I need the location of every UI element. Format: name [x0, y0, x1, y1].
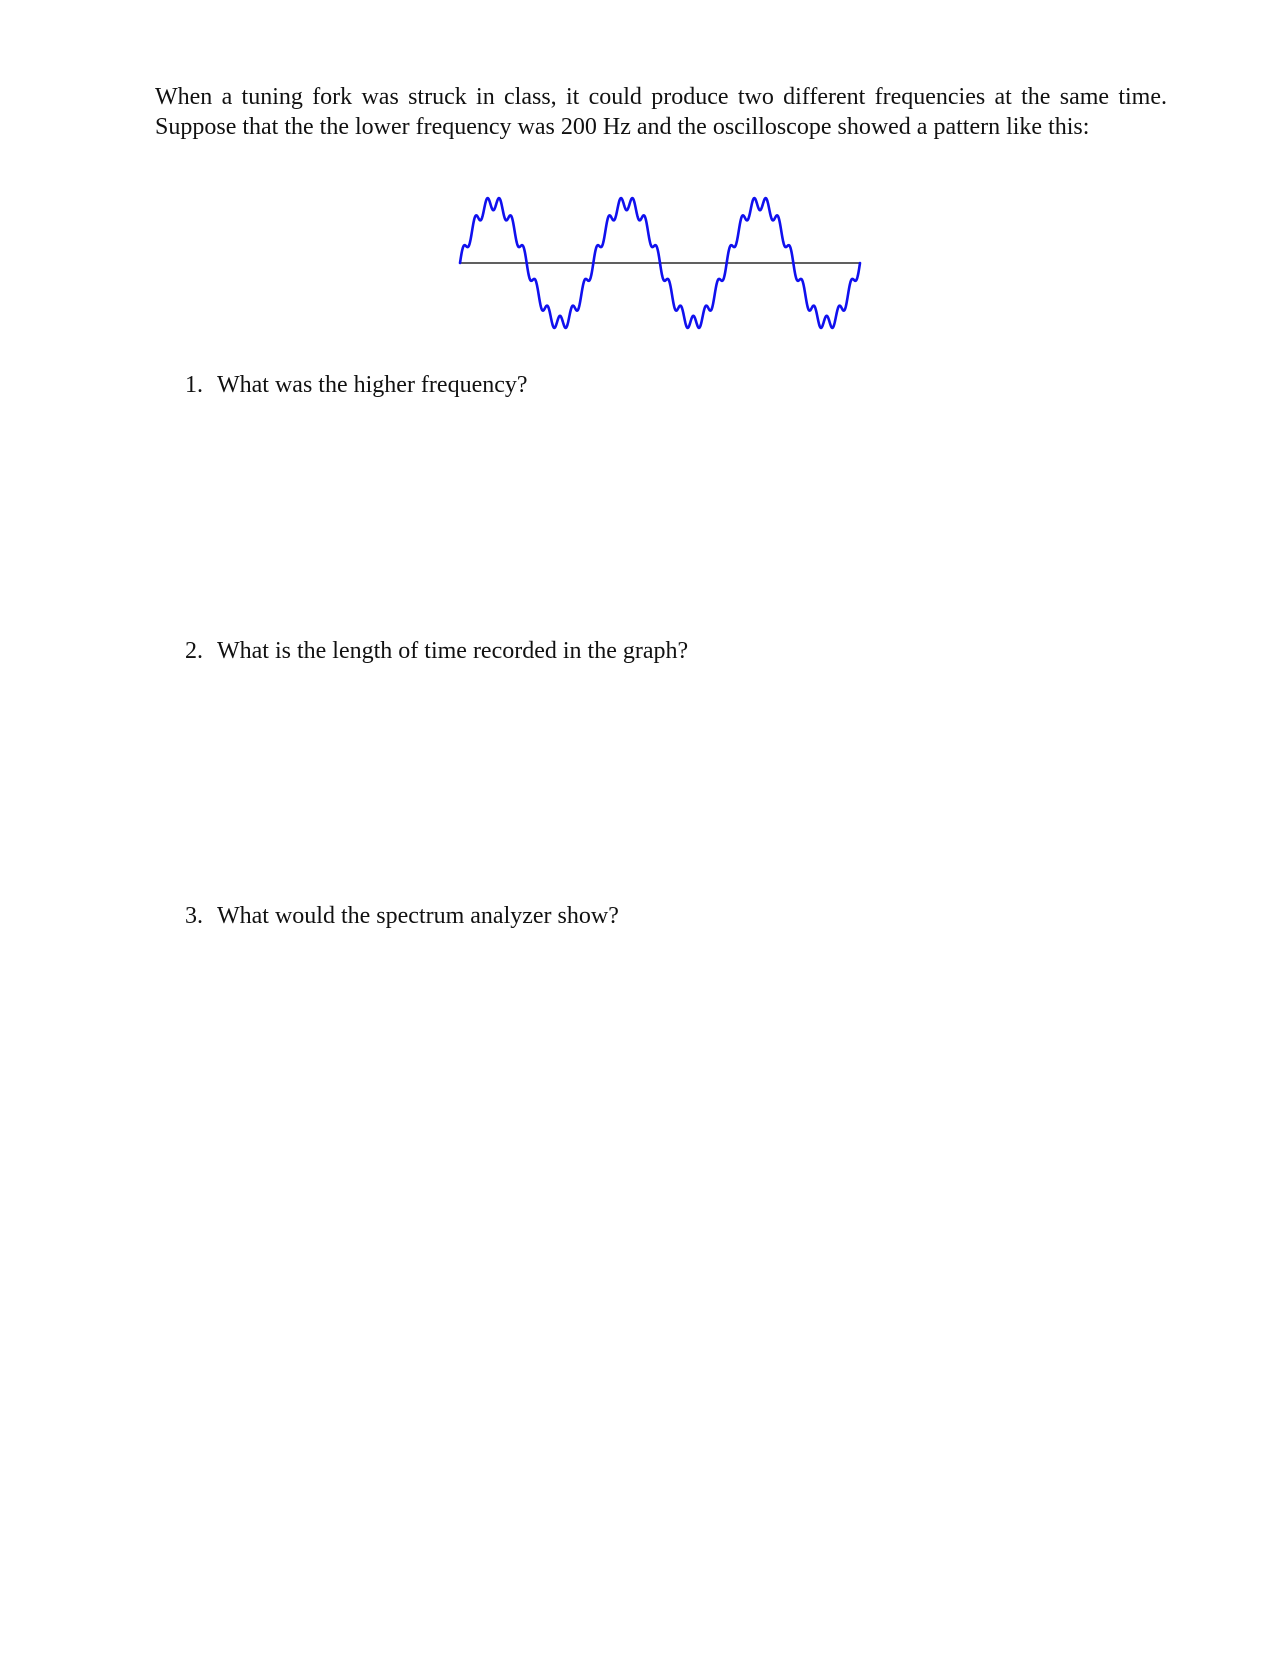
- question-2-text: What is the length of time recorded in the graph?: [217, 638, 689, 664]
- problem-statement: When a tuning fork was struck in class, it could produce two different frequencies at the same time. Suppose that the the lower frequency was 200 Hz and the oscilloscope showed a pattern like this:: [155, 84, 1167, 140]
- question-3: [185, 901, 619, 931]
- question-3-number: 3.: [185, 903, 203, 929]
- question-3-text: What would the spectrum analyzer show?: [217, 903, 619, 929]
- question-1-number: 1.: [185, 372, 203, 398]
- question-1-text: What was the higher frequency?: [217, 372, 528, 398]
- question-1: [185, 370, 528, 400]
- question-2: [185, 636, 688, 666]
- question-2-number: 2.: [185, 638, 203, 664]
- waveform-plot: [455, 188, 865, 338]
- oscilloscope-figure: [455, 188, 865, 338]
